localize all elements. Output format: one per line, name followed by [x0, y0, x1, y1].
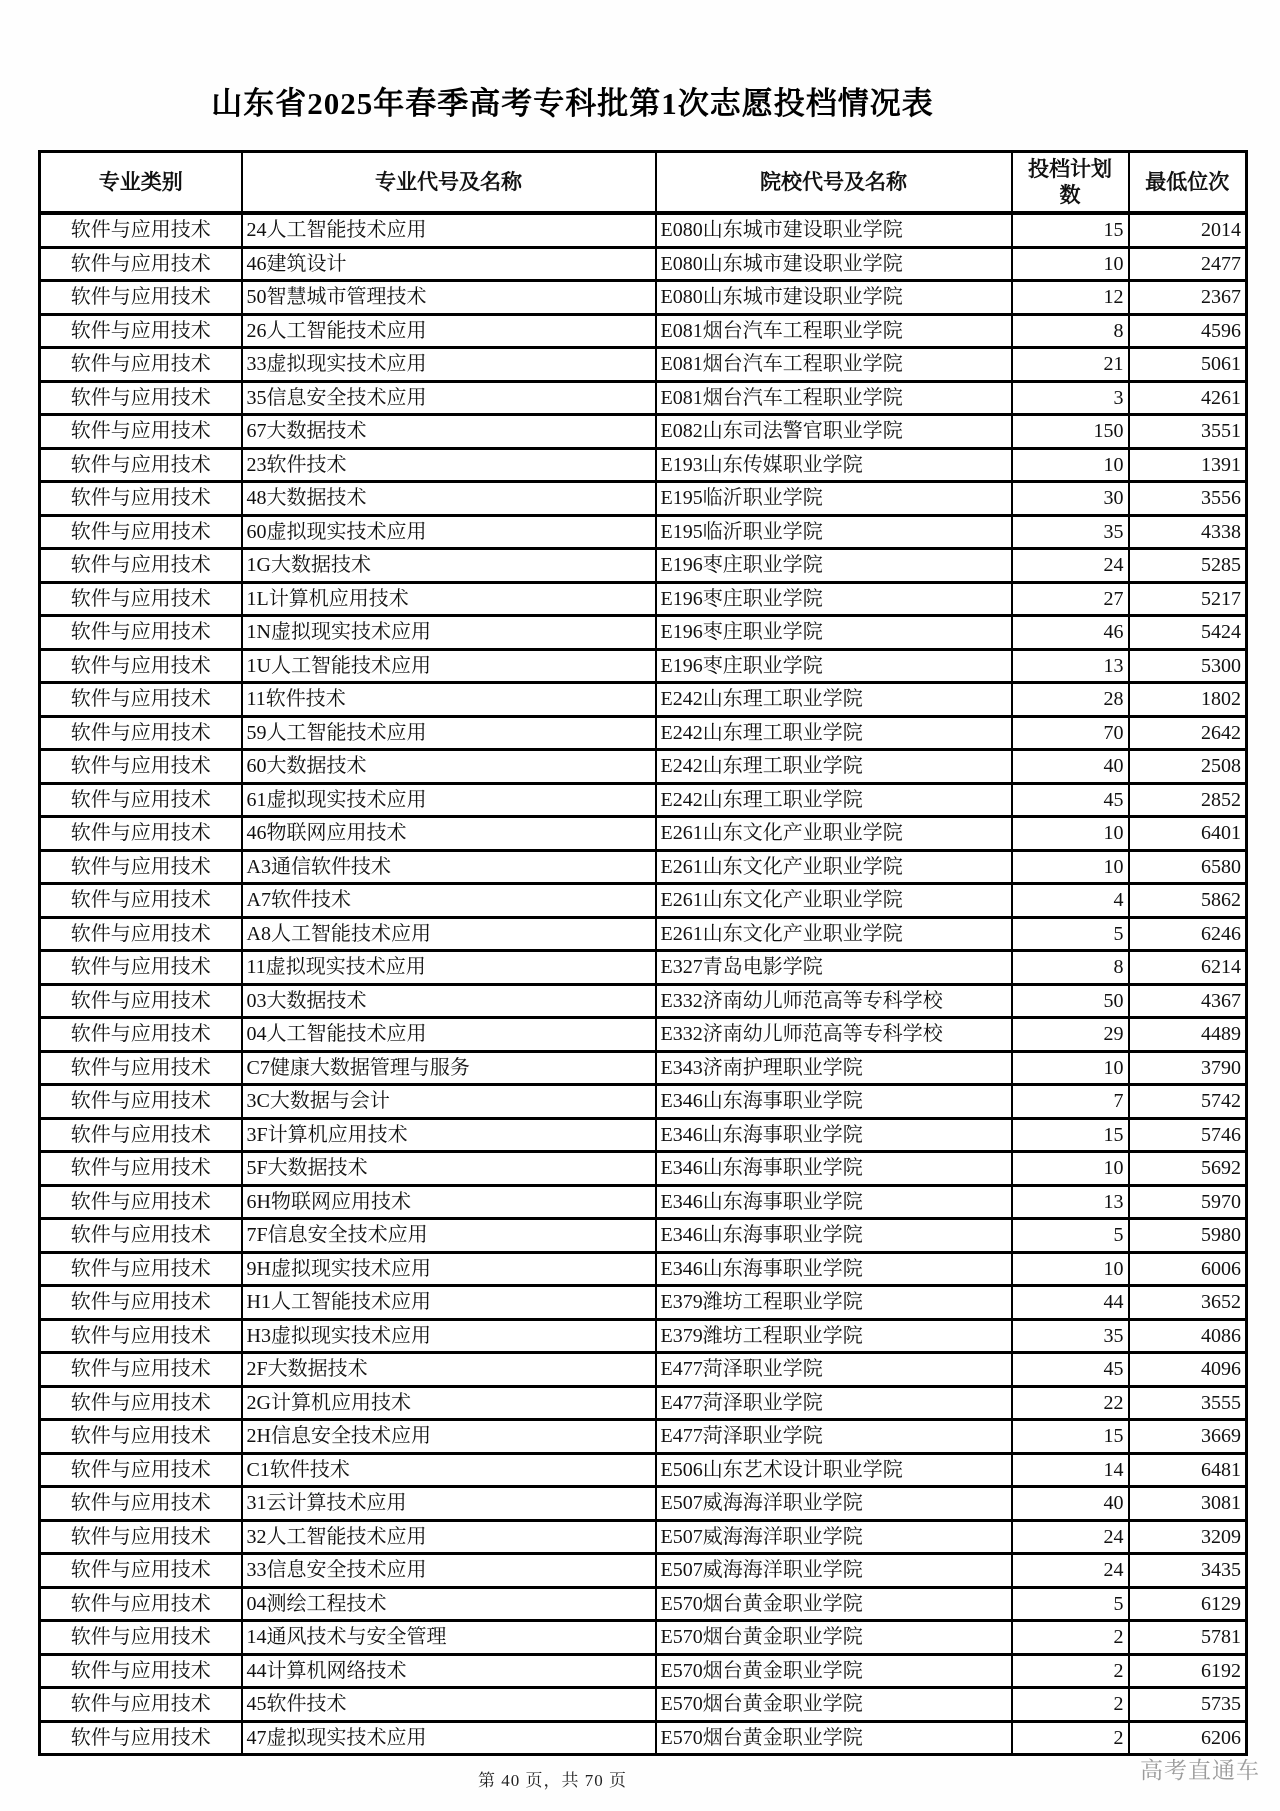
category-cell: 软件与应用技术 [40, 213, 242, 247]
major-cell: C7健康大数据管理与服务 [242, 1051, 656, 1085]
category-cell: 软件与应用技术 [40, 515, 242, 549]
table-row [40, 1353, 1247, 1387]
page-title: 山东省2025年春季高考专科批第1次志愿投档情况表 [211, 86, 934, 121]
college-cell: E261山东文化产业职业学院 [656, 917, 1012, 951]
college-cell: E507威海海洋职业学院 [656, 1520, 1012, 1554]
major-cell: 32人工智能技术应用 [242, 1520, 656, 1554]
college-cell: E242山东理工职业学院 [656, 716, 1012, 750]
category-cell: 软件与应用技术 [40, 1185, 242, 1219]
rank-cell: 5300 [1129, 649, 1247, 683]
category-cell: 软件与应用技术 [40, 649, 242, 683]
major-cell: 26人工智能技术应用 [242, 314, 656, 348]
table-row [40, 1118, 1247, 1152]
category-cell: 软件与应用技术 [40, 1386, 242, 1420]
category-cell: 软件与应用技术 [40, 750, 242, 784]
rank-cell: 3435 [1129, 1554, 1247, 1588]
rank-cell: 4367 [1129, 984, 1247, 1018]
plan-cell: 2 [1012, 1721, 1129, 1755]
table-row [40, 649, 1247, 683]
college-cell: E261山东文化产业职业学院 [656, 884, 1012, 918]
plan-cell: 10 [1012, 247, 1129, 281]
plan-cell: 28 [1012, 683, 1129, 717]
category-cell: 软件与应用技术 [40, 1621, 242, 1655]
plan-cell: 22 [1012, 1386, 1129, 1420]
major-cell: H1人工智能技术应用 [242, 1286, 656, 1320]
category-cell: 软件与应用技术 [40, 1286, 242, 1320]
college-cell: E477菏泽职业学院 [656, 1420, 1012, 1454]
header-row [40, 152, 1247, 214]
rank-cell: 5781 [1129, 1621, 1247, 1655]
table-row [40, 1252, 1247, 1286]
plan-cell: 10 [1012, 1152, 1129, 1186]
college-cell: E196枣庄职业学院 [656, 616, 1012, 650]
major-cell: 2G计算机应用技术 [242, 1386, 656, 1420]
table-row [40, 884, 1247, 918]
plan-cell: 10 [1012, 448, 1129, 482]
major-cell: 03大数据技术 [242, 984, 656, 1018]
major-cell: 14通风技术与安全管理 [242, 1621, 656, 1655]
table-row [40, 247, 1247, 281]
table-body [40, 213, 1247, 1755]
major-cell: 5F大数据技术 [242, 1152, 656, 1186]
category-cell: 软件与应用技术 [40, 1520, 242, 1554]
table-row [40, 1018, 1247, 1052]
table-row [40, 1587, 1247, 1621]
admission-table [38, 150, 1248, 1756]
college-cell: E477菏泽职业学院 [656, 1386, 1012, 1420]
college-cell: E193山东传媒职业学院 [656, 448, 1012, 482]
college-cell: E242山东理工职业学院 [656, 750, 1012, 784]
rank-cell: 5424 [1129, 616, 1247, 650]
watermark-text: 高考直通车 [1140, 1757, 1260, 1783]
rank-cell: 2014 [1129, 213, 1247, 247]
major-cell: 46建筑设计 [242, 247, 656, 281]
category-cell: 软件与应用技术 [40, 951, 242, 985]
rank-cell: 6206 [1129, 1721, 1247, 1755]
category-cell: 软件与应用技术 [40, 281, 242, 315]
table-row [40, 1654, 1247, 1688]
category-cell: 软件与应用技术 [40, 850, 242, 884]
category-cell: 软件与应用技术 [40, 716, 242, 750]
major-cell: 3F计算机应用技术 [242, 1118, 656, 1152]
category-cell: 软件与应用技术 [40, 1587, 242, 1621]
rank-cell: 2508 [1129, 750, 1247, 784]
major-cell: 59人工智能技术应用 [242, 716, 656, 750]
plan-cell: 10 [1012, 1252, 1129, 1286]
major-cell: 31云计算技术应用 [242, 1487, 656, 1521]
college-cell: E506山东艺术设计职业学院 [656, 1453, 1012, 1487]
college-cell: E081烟台汽车工程职业学院 [656, 314, 1012, 348]
category-cell: 软件与应用技术 [40, 884, 242, 918]
college-cell: E195临沂职业学院 [656, 482, 1012, 516]
major-cell: 3C大数据与会计 [242, 1085, 656, 1119]
major-cell: 6H物联网应用技术 [242, 1185, 656, 1219]
plan-cell: 44 [1012, 1286, 1129, 1320]
plan-cell: 35 [1012, 1319, 1129, 1353]
major-cell: 48大数据技术 [242, 482, 656, 516]
college-cell: E570烟台黄金职业学院 [656, 1721, 1012, 1755]
plan-cell: 50 [1012, 984, 1129, 1018]
table-row [40, 1051, 1247, 1085]
table-row [40, 448, 1247, 482]
category-cell: 软件与应用技术 [40, 1219, 242, 1253]
header-plan-count: 投档计划数 [1012, 152, 1129, 214]
category-cell: 软件与应用技术 [40, 314, 242, 348]
table-row [40, 381, 1247, 415]
rank-cell: 3669 [1129, 1420, 1247, 1454]
table-row [40, 1688, 1247, 1722]
plan-cell: 45 [1012, 783, 1129, 817]
category-cell: 软件与应用技术 [40, 415, 242, 449]
rank-cell: 5217 [1129, 582, 1247, 616]
table-row [40, 616, 1247, 650]
college-cell: E242山东理工职业学院 [656, 783, 1012, 817]
category-cell: 软件与应用技术 [40, 1353, 242, 1387]
table-row [40, 1219, 1247, 1253]
major-cell: 1L计算机应用技术 [242, 582, 656, 616]
major-cell: 11软件技术 [242, 683, 656, 717]
rank-cell: 3790 [1129, 1051, 1247, 1085]
plan-cell: 13 [1012, 1185, 1129, 1219]
college-cell: E346山东海事职业学院 [656, 1219, 1012, 1253]
plan-cell: 10 [1012, 850, 1129, 884]
table-row [40, 683, 1247, 717]
rank-cell: 1391 [1129, 448, 1247, 482]
college-cell: E343济南护理职业学院 [656, 1051, 1012, 1085]
category-cell: 软件与应用技术 [40, 1152, 242, 1186]
table-row [40, 1621, 1247, 1655]
category-cell: 软件与应用技术 [40, 1051, 242, 1085]
major-cell: 60虚拟现实技术应用 [242, 515, 656, 549]
category-cell: 软件与应用技术 [40, 1319, 242, 1353]
category-cell: 软件与应用技术 [40, 1487, 242, 1521]
major-cell: 23软件技术 [242, 448, 656, 482]
rank-cell: 6580 [1129, 850, 1247, 884]
plan-cell: 10 [1012, 817, 1129, 851]
rank-cell: 4338 [1129, 515, 1247, 549]
table-row [40, 783, 1247, 817]
major-cell: 9H虚拟现实技术应用 [242, 1252, 656, 1286]
header-category: 专业类别 [40, 152, 242, 214]
college-cell: E332济南幼儿师范高等专科学校 [656, 1018, 1012, 1052]
table-row [40, 1420, 1247, 1454]
rank-cell: 2852 [1129, 783, 1247, 817]
rank-cell: 2642 [1129, 716, 1247, 750]
table-row [40, 1185, 1247, 1219]
category-cell: 软件与应用技术 [40, 1721, 242, 1755]
rank-cell: 3652 [1129, 1286, 1247, 1320]
college-cell: E570烟台黄金职业学院 [656, 1587, 1012, 1621]
major-cell: 1N虚拟现实技术应用 [242, 616, 656, 650]
rank-cell: 6214 [1129, 951, 1247, 985]
plan-cell: 24 [1012, 549, 1129, 583]
plan-cell: 5 [1012, 1219, 1129, 1253]
rank-cell: 3555 [1129, 1386, 1247, 1420]
plan-cell: 15 [1012, 1420, 1129, 1454]
table-row [40, 984, 1247, 1018]
category-cell: 软件与应用技术 [40, 1420, 242, 1454]
major-cell: 61虚拟现实技术应用 [242, 783, 656, 817]
plan-cell: 150 [1012, 415, 1129, 449]
plan-cell: 8 [1012, 314, 1129, 348]
category-cell: 软件与应用技术 [40, 348, 242, 382]
table-row [40, 348, 1247, 382]
rank-cell: 6481 [1129, 1453, 1247, 1487]
major-cell: 1U人工智能技术应用 [242, 649, 656, 683]
college-cell: E570烟台黄金职业学院 [656, 1688, 1012, 1722]
rank-cell: 4086 [1129, 1319, 1247, 1353]
college-cell: E332济南幼儿师范高等专科学校 [656, 984, 1012, 1018]
table-row [40, 716, 1247, 750]
table-row [40, 1520, 1247, 1554]
category-cell: 软件与应用技术 [40, 1085, 242, 1119]
plan-cell: 4 [1012, 884, 1129, 918]
rank-cell: 5061 [1129, 348, 1247, 382]
college-cell: E195临沂职业学院 [656, 515, 1012, 549]
major-cell: 45软件技术 [242, 1688, 656, 1722]
rank-cell: 4096 [1129, 1353, 1247, 1387]
major-cell: 33虚拟现实技术应用 [242, 348, 656, 382]
college-cell: E082山东司法警官职业学院 [656, 415, 1012, 449]
rank-cell: 6006 [1129, 1252, 1247, 1286]
major-cell: 35信息安全技术应用 [242, 381, 656, 415]
rank-cell: 5285 [1129, 549, 1247, 583]
college-cell: E261山东文化产业职业学院 [656, 817, 1012, 851]
rank-cell: 5862 [1129, 884, 1247, 918]
category-cell: 软件与应用技术 [40, 1654, 242, 1688]
major-cell: 2H信息安全技术应用 [242, 1420, 656, 1454]
plan-cell: 24 [1012, 1520, 1129, 1554]
plan-cell: 21 [1012, 348, 1129, 382]
category-cell: 软件与应用技术 [40, 1118, 242, 1152]
rank-cell: 2367 [1129, 281, 1247, 315]
table-row [40, 281, 1247, 315]
table-row [40, 314, 1247, 348]
plan-cell: 5 [1012, 917, 1129, 951]
college-cell: E507威海海洋职业学院 [656, 1554, 1012, 1588]
table-row [40, 850, 1247, 884]
category-cell: 软件与应用技术 [40, 549, 242, 583]
category-cell: 软件与应用技术 [40, 1554, 242, 1588]
category-cell: 软件与应用技术 [40, 1252, 242, 1286]
college-cell: E196枣庄职业学院 [656, 649, 1012, 683]
college-cell: E327青岛电影学院 [656, 951, 1012, 985]
table-row [40, 1286, 1247, 1320]
plan-cell: 40 [1012, 1487, 1129, 1521]
college-cell: E477菏泽职业学院 [656, 1353, 1012, 1387]
table-row [40, 1453, 1247, 1487]
category-cell: 软件与应用技术 [40, 817, 242, 851]
plan-cell: 70 [1012, 716, 1129, 750]
category-cell: 软件与应用技术 [40, 482, 242, 516]
major-cell: C1软件技术 [242, 1453, 656, 1487]
rank-cell: 2477 [1129, 247, 1247, 281]
table-row [40, 917, 1247, 951]
category-cell: 软件与应用技术 [40, 917, 242, 951]
rank-cell: 4261 [1129, 381, 1247, 415]
college-cell: E346山东海事职业学院 [656, 1118, 1012, 1152]
college-cell: E570烟台黄金职业学院 [656, 1621, 1012, 1655]
major-cell: A7软件技术 [242, 884, 656, 918]
major-cell: 1G大数据技术 [242, 549, 656, 583]
college-cell: E196枣庄职业学院 [656, 582, 1012, 616]
plan-cell: 5 [1012, 1587, 1129, 1621]
plan-cell: 12 [1012, 281, 1129, 315]
category-cell: 软件与应用技术 [40, 1018, 242, 1052]
major-cell: H3虚拟现实技术应用 [242, 1319, 656, 1353]
table-row [40, 549, 1247, 583]
major-cell: A3通信软件技术 [242, 850, 656, 884]
rank-cell: 6129 [1129, 1587, 1247, 1621]
category-cell: 软件与应用技术 [40, 984, 242, 1018]
rank-cell: 5692 [1129, 1152, 1247, 1186]
college-cell: E346山东海事职业学院 [656, 1252, 1012, 1286]
college-cell: E346山东海事职业学院 [656, 1152, 1012, 1186]
rank-cell: 3081 [1129, 1487, 1247, 1521]
category-cell: 软件与应用技术 [40, 448, 242, 482]
table-row [40, 817, 1247, 851]
table-row [40, 951, 1247, 985]
category-cell: 软件与应用技术 [40, 381, 242, 415]
plan-cell: 46 [1012, 616, 1129, 650]
header-college: 院校代号及名称 [656, 152, 1012, 214]
category-cell: 软件与应用技术 [40, 582, 242, 616]
table-row [40, 1487, 1247, 1521]
table-row [40, 482, 1247, 516]
table-row [40, 415, 1247, 449]
plan-cell: 24 [1012, 1554, 1129, 1588]
table-row [40, 213, 1247, 247]
college-cell: E196枣庄职业学院 [656, 549, 1012, 583]
college-cell: E507威海海洋职业学院 [656, 1487, 1012, 1521]
major-cell: 11虚拟现实技术应用 [242, 951, 656, 985]
college-cell: E379潍坊工程职业学院 [656, 1319, 1012, 1353]
rank-cell: 3556 [1129, 482, 1247, 516]
major-cell: 04人工智能技术应用 [242, 1018, 656, 1052]
table-row [40, 1085, 1247, 1119]
college-cell: E080山东城市建设职业学院 [656, 213, 1012, 247]
major-cell: 60大数据技术 [242, 750, 656, 784]
plan-cell: 35 [1012, 515, 1129, 549]
plan-cell: 3 [1012, 381, 1129, 415]
plan-cell: 40 [1012, 750, 1129, 784]
major-cell: 7F信息安全技术应用 [242, 1219, 656, 1253]
plan-cell: 14 [1012, 1453, 1129, 1487]
table-row [40, 1721, 1247, 1755]
rank-cell: 6246 [1129, 917, 1247, 951]
rank-cell: 5980 [1129, 1219, 1247, 1253]
college-cell: E081烟台汽车工程职业学院 [656, 348, 1012, 382]
major-cell: 04测绘工程技术 [242, 1587, 656, 1621]
table-row [40, 750, 1247, 784]
table-row [40, 515, 1247, 549]
plan-cell: 13 [1012, 649, 1129, 683]
plan-cell: 15 [1012, 1118, 1129, 1152]
plan-cell: 7 [1012, 1085, 1129, 1119]
college-cell: E346山东海事职业学院 [656, 1185, 1012, 1219]
rank-cell: 3209 [1129, 1520, 1247, 1554]
plan-cell: 29 [1012, 1018, 1129, 1052]
rank-cell: 3551 [1129, 415, 1247, 449]
rank-cell: 5742 [1129, 1085, 1247, 1119]
major-cell: 47虚拟现实技术应用 [242, 1721, 656, 1755]
rank-cell: 5735 [1129, 1688, 1247, 1722]
rank-cell: 5746 [1129, 1118, 1247, 1152]
category-cell: 软件与应用技术 [40, 1688, 242, 1722]
plan-cell: 45 [1012, 1353, 1129, 1387]
major-cell: 46物联网应用技术 [242, 817, 656, 851]
major-cell: 2F大数据技术 [242, 1353, 656, 1387]
college-cell: E570烟台黄金职业学院 [656, 1654, 1012, 1688]
rank-cell: 1802 [1129, 683, 1247, 717]
table-row [40, 1319, 1247, 1353]
category-cell: 软件与应用技术 [40, 616, 242, 650]
table-row [40, 1152, 1247, 1186]
college-cell: E242山东理工职业学院 [656, 683, 1012, 717]
major-cell: 67大数据技术 [242, 415, 656, 449]
major-cell: 24人工智能技术应用 [242, 213, 656, 247]
major-cell: 50智慧城市管理技术 [242, 281, 656, 315]
table-header [40, 152, 1247, 214]
table-row [40, 1386, 1247, 1420]
rank-cell: 4489 [1129, 1018, 1247, 1052]
plan-cell: 27 [1012, 582, 1129, 616]
category-cell: 软件与应用技术 [40, 247, 242, 281]
category-cell: 软件与应用技术 [40, 1453, 242, 1487]
major-cell: 44计算机网络技术 [242, 1654, 656, 1688]
rank-cell: 6192 [1129, 1654, 1247, 1688]
header-major: 专业代号及名称 [242, 152, 656, 214]
rank-cell: 4596 [1129, 314, 1247, 348]
plan-cell: 15 [1012, 213, 1129, 247]
college-cell: E346山东海事职业学院 [656, 1085, 1012, 1119]
category-cell: 软件与应用技术 [40, 783, 242, 817]
plan-cell: 30 [1012, 482, 1129, 516]
college-cell: E379潍坊工程职业学院 [656, 1286, 1012, 1320]
plan-cell: 10 [1012, 1051, 1129, 1085]
college-cell: E261山东文化产业职业学院 [656, 850, 1012, 884]
footer-page-number: 第 40 页，共 70 页 [478, 1771, 627, 1790]
plan-cell: 8 [1012, 951, 1129, 985]
plan-cell: 2 [1012, 1621, 1129, 1655]
college-cell: E080山东城市建设职业学院 [656, 281, 1012, 315]
plan-cell: 2 [1012, 1688, 1129, 1722]
table-row [40, 582, 1247, 616]
college-cell: E081烟台汽车工程职业学院 [656, 381, 1012, 415]
header-lowest-rank: 最低位次 [1129, 152, 1247, 214]
category-cell: 软件与应用技术 [40, 683, 242, 717]
major-cell: A8人工智能技术应用 [242, 917, 656, 951]
rank-cell: 5970 [1129, 1185, 1247, 1219]
table-row [40, 1554, 1247, 1588]
major-cell: 33信息安全技术应用 [242, 1554, 656, 1588]
rank-cell: 6401 [1129, 817, 1247, 851]
plan-cell: 2 [1012, 1654, 1129, 1688]
college-cell: E080山东城市建设职业学院 [656, 247, 1012, 281]
